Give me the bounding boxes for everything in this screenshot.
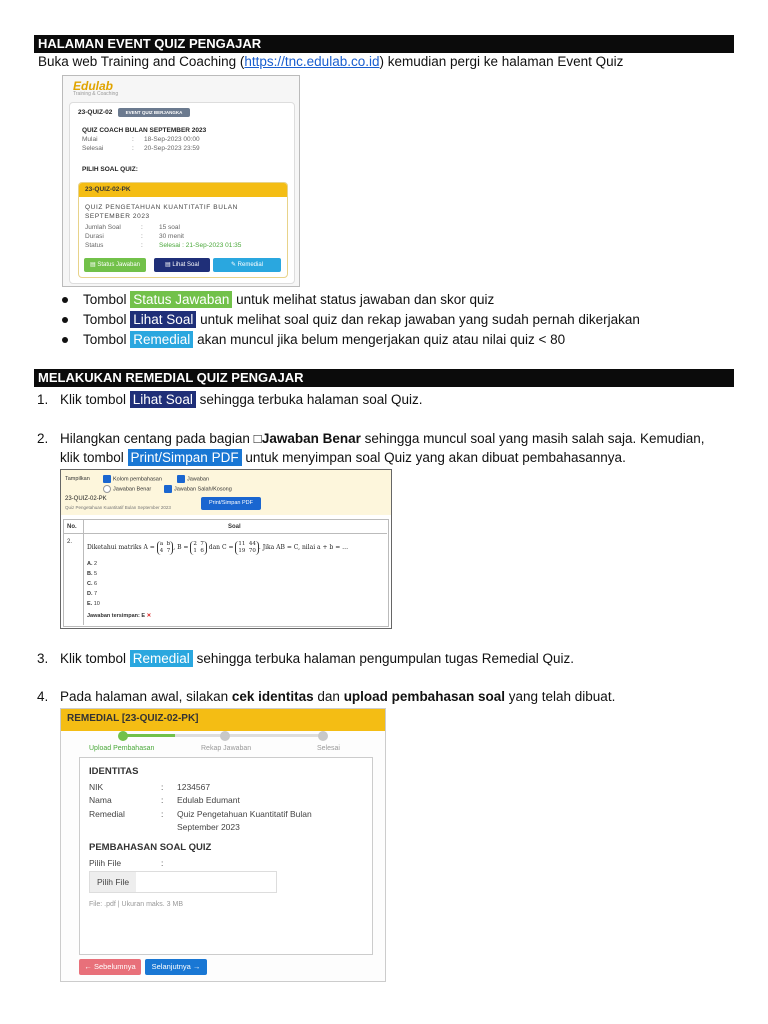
col-no: No. (67, 524, 77, 530)
nik-label: NIK (89, 782, 104, 792)
status-label: Status (85, 242, 104, 249)
colon: : (141, 224, 143, 231)
saved-value: E (141, 613, 146, 619)
print-pdf-tag: Print/Simpan PDF (128, 449, 242, 466)
option-c (87, 580, 97, 588)
bullet-lihat-soal (83, 311, 640, 329)
sebelumnya-button[interactable]: ← Sebelumnya (79, 959, 141, 975)
option-b (87, 570, 97, 578)
matrix-b (190, 541, 207, 555)
event-quiz-screenshot (62, 75, 300, 287)
colon: : (161, 858, 164, 868)
option-letter: C. (87, 581, 93, 587)
matrix-cell: 4 (159, 547, 164, 554)
option-d (87, 590, 97, 598)
matrix-cell: 6 (200, 547, 204, 554)
step-selesai-label: Selesai (317, 745, 340, 752)
remedial-label: Remedial (89, 809, 125, 819)
quiz-panel (69, 102, 295, 284)
step-text: klik tombol (60, 450, 128, 465)
opt-label: Jawaban Salah/Kosong (174, 486, 232, 493)
opt-kolom-pembahasan[interactable] (103, 475, 162, 483)
bullet-dot (62, 297, 68, 303)
checkbox-checked-icon (164, 485, 172, 493)
lihat-soal-tag: Lihat Soal (130, 391, 196, 408)
step-number: 2. (37, 431, 49, 446)
section-heading-remedial: MELAKUKAN REMEDIAL QUIZ PENGAJAR (34, 369, 734, 387)
edulab-logo: Edulab (73, 79, 114, 93)
option-a (87, 560, 97, 568)
bullet-text: untuk melihat soal quiz dan rekap jawaban yang sudah pernah dikerjakan (196, 312, 640, 327)
step-text: Hilangkan centang pada bagian (60, 431, 254, 446)
selesai-value: 20-Sep-2023 23:59 (144, 145, 200, 152)
opt-label: Jawaban Benar (113, 486, 152, 493)
remedial-button[interactable] (213, 258, 281, 272)
nama-value: Edulab Edumant (177, 795, 240, 805)
jumlah-soal-value: 15 soal (159, 224, 180, 231)
remedial-value-line1: Quiz Pengetahuan Kuantitatif Bulan (177, 809, 312, 819)
jawaban-benar-bold: Jawaban Benar (261, 431, 361, 446)
step-upload-label: Upload Pembahasan (89, 745, 155, 752)
step-text: sehingga terbuka halaman pengumpulan tugas Remedial Quiz. (192, 651, 575, 666)
file-hint: File: .pdf | Ukuran maks. 3 MB (89, 901, 184, 908)
checkbox-unchecked-icon (103, 485, 111, 493)
quiz-type-badge: EVENT QUIZ BERJANGKA (118, 108, 190, 117)
remedial-value-line2: September 2023 (177, 822, 240, 832)
jumlah-soal-label: Jumlah Soal (85, 224, 121, 231)
checkbox-checked-icon (103, 475, 111, 483)
stepper-progress (123, 734, 175, 737)
remedial-form (79, 757, 373, 955)
step-text: sehingga muncul soal yang masih salah saja. Kemudian, (360, 431, 705, 446)
checkbox-checked-icon (177, 475, 185, 483)
step2-line1 (60, 430, 705, 448)
option-letter: A. (87, 561, 93, 567)
matrix-cell: 1 (193, 547, 197, 554)
bullet-text: Tombol (83, 292, 131, 307)
question-part: , B = (173, 544, 189, 551)
quiz-code: 23-QUIZ-02 (78, 109, 113, 116)
selesai-label: Selesai (82, 145, 104, 152)
bullet-dot (62, 317, 68, 323)
edulab-link[interactable]: https://tnc.edulab.co.id (244, 54, 380, 69)
quiz-item-code: 23-QUIZ-02-PK (85, 186, 131, 193)
option-value: 2 (94, 561, 98, 567)
column-divider (83, 519, 84, 625)
upload-pembahasan-bold: upload pembahasan soal (343, 689, 505, 704)
step-number: 4. (37, 689, 49, 704)
remedial-header-title: REMEDIAL [23-QUIZ-02-PK] (67, 713, 199, 724)
option-value: 7 (94, 591, 98, 597)
colon: : (132, 145, 134, 152)
file-icon: ▤ (164, 262, 171, 268)
remedial-upload-screenshot (60, 708, 386, 982)
tampilkan-label: Tampilkan (65, 476, 90, 482)
intro-text (38, 53, 623, 71)
logo-subtitle: Training & Coaching (73, 91, 119, 97)
option-letter: E. (87, 601, 93, 607)
matrix-cell: 70 (248, 547, 256, 554)
step4-text (60, 688, 615, 706)
matrix-c (235, 541, 259, 555)
step2-line2 (60, 449, 626, 467)
quiz-code: 23-QUIZ-02-PK (65, 496, 107, 502)
opt-jawaban[interactable] (177, 475, 209, 483)
lihat-soal-label: Lihat Soal (172, 262, 200, 268)
lihat-soal-button[interactable] (154, 258, 210, 272)
question-text (87, 538, 348, 558)
opt-label: Jawaban (187, 476, 210, 483)
step-text: dan (313, 689, 344, 704)
step-text: Pada halaman awal, silakan (60, 689, 232, 704)
colon: : (161, 795, 164, 805)
colon: : (161, 809, 164, 819)
option-value: 10 (93, 601, 100, 607)
option-e (87, 600, 100, 608)
opt-jawaban-benar[interactable] (103, 485, 151, 493)
edit-icon: ✎ (230, 262, 236, 268)
checkbox-glyph: □ (253, 431, 262, 446)
step-text: Klik tombol (60, 392, 130, 407)
question-part: Diketahui matriks A = (87, 544, 155, 551)
saved-label: Jawaban tersimpan: (87, 613, 140, 619)
option-value: 5 (94, 571, 98, 577)
quiz-item-card (78, 182, 288, 278)
question-part: . Jika AB = C, nilai a + b = … (258, 544, 349, 551)
row-number: 2. (67, 539, 73, 545)
quiz-subtitle: Quiz Pengetahuan Kuantitatif Bulan September 2023 (65, 505, 171, 510)
status-value: Selesai : 21-Sep-2023 01:35 (159, 242, 242, 249)
mulai-label: Mulai (82, 136, 98, 143)
quiz-title: QUIZ COACH BULAN SEPTEMBER 2023 (82, 127, 207, 134)
matrix-cell: 7 (166, 547, 171, 554)
step-dot (318, 731, 328, 741)
col-soal: Soal (228, 524, 241, 530)
option-letter: D. (87, 591, 93, 597)
step-dot-active (118, 731, 128, 741)
matrix-a (157, 541, 174, 555)
intro-text-after: ) kemudian pergi ke halaman Event Quiz (379, 54, 624, 69)
quiz-item-title: QUIZ PENGETAHUAN KUANTITATIF BULAN SEPTEMBER 2023 (85, 204, 238, 220)
status-jawaban-label: Status Jawaban (97, 262, 141, 268)
option-value: 6 (94, 581, 98, 587)
step-number: 1. (37, 392, 49, 407)
soal-table (63, 519, 389, 627)
step3-text (60, 650, 574, 668)
step-dot (220, 731, 230, 741)
matrix-cell: 44 (248, 540, 256, 547)
matrix-cell: b (166, 540, 171, 547)
colon: : (132, 136, 134, 143)
pembahasan-heading: PEMBAHASAN SOAL QUIZ (89, 842, 212, 853)
remedial-tag: Remedial (130, 650, 193, 667)
cek-identitas-bold: cek identitas (231, 689, 314, 704)
colon: : (141, 242, 143, 249)
lihat-soal-tag: Lihat Soal (130, 311, 196, 328)
soal-quiz-screenshot (60, 469, 392, 629)
mulai-value: 18-Sep-2023 00:00 (144, 136, 200, 143)
opt-jawaban-salah[interactable] (164, 485, 232, 493)
remedial-tag: Remedial (130, 331, 193, 348)
durasi-label: Durasi (85, 233, 104, 240)
step-number: 3. (37, 651, 49, 666)
matrix-cell: 7 (200, 540, 204, 547)
selanjutnya-button[interactable]: Selanjutnya → (145, 959, 207, 975)
step-text: untuk menyimpan soal Quiz yang akan dibuat pembahasannya. (241, 450, 626, 465)
table-header (63, 519, 387, 534)
option-letter: B. (87, 571, 93, 577)
step-rekap-label: Rekap Jawaban (201, 745, 252, 752)
question-part: dan C = (208, 544, 234, 551)
matrix-cell: 11 (238, 540, 246, 547)
nama-label: Nama (89, 795, 112, 805)
bullet-text: Tombol (83, 312, 131, 327)
colon: : (141, 233, 143, 240)
matrix-cell: a (159, 540, 164, 547)
matrix-cell: 2 (193, 540, 197, 547)
bullet-text: untuk melihat status jawaban dan skor quiz (232, 292, 495, 307)
step-text: sehingga terbuka halaman soal Quiz. (195, 392, 423, 407)
colon: : (161, 782, 164, 792)
remedial-label: Remedial (237, 262, 264, 268)
step1-text (60, 391, 422, 409)
durasi-value: 30 menit (159, 233, 184, 240)
step-text: Klik tombol (60, 651, 130, 666)
identitas-heading: IDENTITAS (89, 766, 139, 777)
matrix-cell: 19 (238, 547, 246, 554)
file-icon: ▤ (89, 262, 96, 268)
print-pdf-button[interactable]: Print/Simpan PDF (201, 497, 261, 510)
pilih-soal-label: PILIH SOAL QUIZ: (82, 166, 138, 173)
step-text: yang telah dibuat. (504, 689, 616, 704)
bullet-status-jawaban (83, 291, 494, 309)
status-jawaban-tag: Status Jawaban (130, 291, 232, 308)
bullet-dot (62, 337, 68, 343)
wrong-icon: ✕ (146, 613, 152, 619)
pilih-file-button[interactable]: Pilih File (90, 872, 136, 892)
bullet-text: Tombol (83, 332, 131, 347)
bullet-text: akan muncul jika belum mengerjakan quiz atau nilai quiz < 80 (193, 332, 566, 347)
intro-text-before: Buka web Training and Coaching ( (38, 54, 245, 69)
status-jawaban-button[interactable] (84, 258, 146, 272)
pilih-file-label: Pilih File (89, 858, 122, 868)
nik-value: 1234567 (177, 782, 211, 792)
section-heading-event-quiz: HALAMAN EVENT QUIZ PENGAJAR (34, 35, 734, 53)
saved-answer (87, 612, 151, 620)
opt-label: Kolom pembahasan (113, 476, 162, 483)
bullet-remedial (83, 331, 565, 349)
